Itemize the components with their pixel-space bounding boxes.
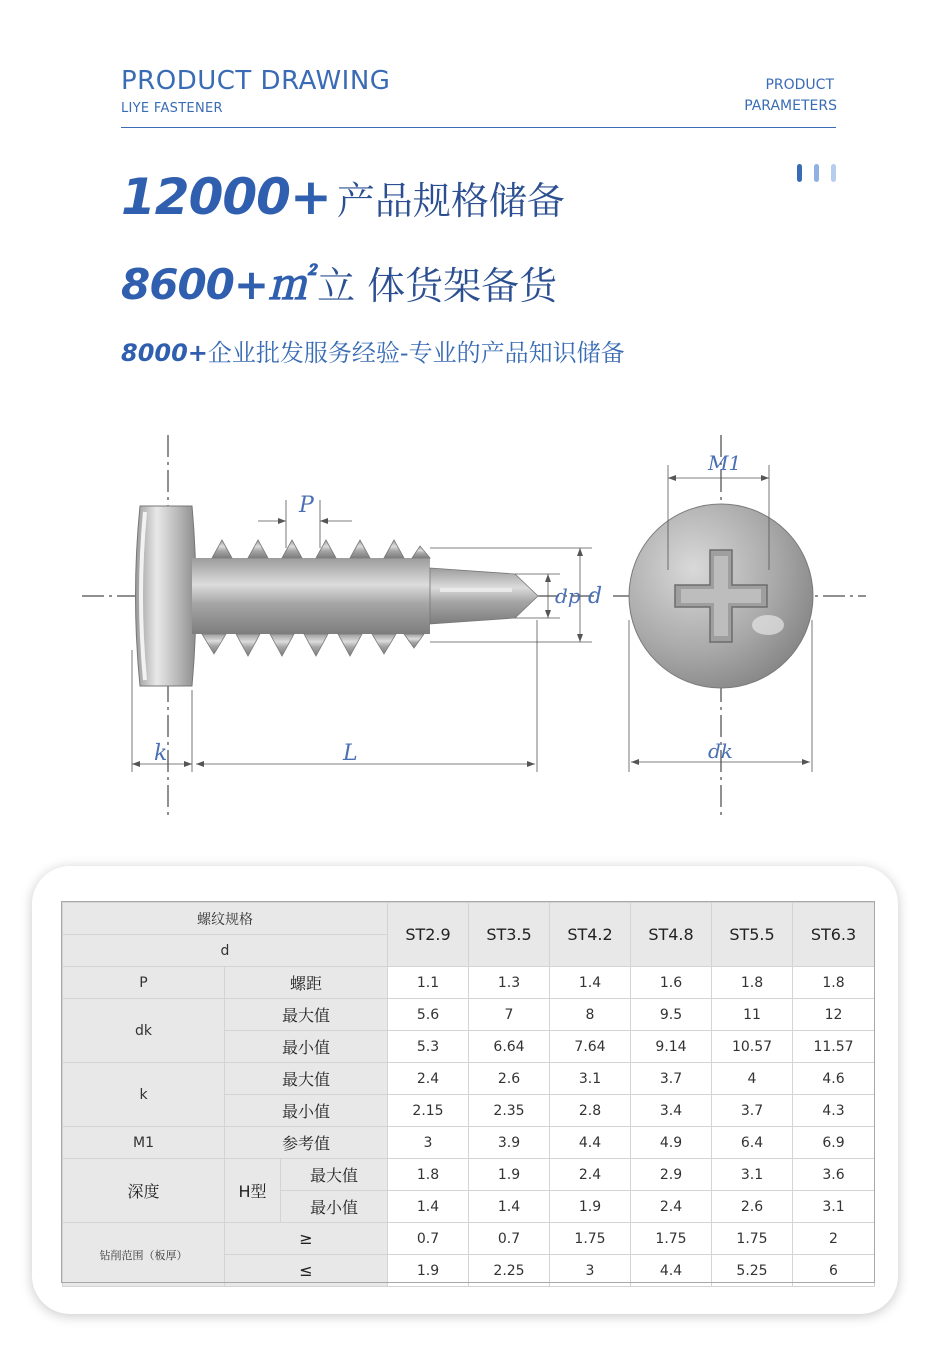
cell: 1.4 — [469, 1191, 550, 1223]
hero-stat-service — [121, 333, 625, 368]
col-size: ST6.3 — [793, 903, 875, 967]
dim-label-dp: dp — [555, 584, 581, 608]
cell: 2.25 — [469, 1255, 550, 1287]
col-size: ST2.9 — [388, 903, 469, 967]
row-sub-min: 最小值 — [225, 1031, 388, 1063]
cell: 4 — [712, 1063, 793, 1095]
hero-stat-warehouse-number: 8600+㎡ — [121, 260, 310, 309]
cell: 3 — [388, 1127, 469, 1159]
cell: 1.75 — [550, 1223, 631, 1255]
row-label-dk: dk — [63, 999, 225, 1063]
dim-label-k: k — [154, 741, 168, 766]
header-divider — [121, 127, 836, 128]
section-label-line1: PRODUCT — [765, 77, 834, 93]
cell: 2.35 — [469, 1095, 550, 1127]
cell: 1.9 — [469, 1159, 550, 1191]
cell: 5.3 — [388, 1031, 469, 1063]
cell: 1.3 — [469, 967, 550, 999]
dim-label-dk: dk — [708, 739, 733, 763]
cell: 6.64 — [469, 1031, 550, 1063]
cell: 3.1 — [793, 1191, 875, 1223]
screw-technical-drawing — [0, 420, 930, 830]
section-label-line2: PARAMETERS — [744, 98, 837, 114]
row-sub-max: 最大值 — [225, 999, 388, 1031]
cell: 2.4 — [631, 1191, 712, 1223]
row-sub-max: 最大值 — [225, 1063, 388, 1095]
cell: 2.4 — [550, 1159, 631, 1191]
dim-label-d: d — [588, 584, 603, 609]
cell: 2.9 — [631, 1159, 712, 1191]
cell: 6 — [793, 1255, 875, 1287]
cell: 4.9 — [631, 1127, 712, 1159]
cell: 6.9 — [793, 1127, 875, 1159]
row-sub-ge: ≥ — [225, 1223, 388, 1255]
cell: 3.1 — [550, 1063, 631, 1095]
cell: 7 — [469, 999, 550, 1031]
section-title: PRODUCT DRAWING — [121, 66, 391, 96]
cell: 2.4 — [388, 1063, 469, 1095]
section-subtitle: LIYE FASTENER — [121, 101, 223, 116]
table-row — [63, 967, 875, 999]
cell: 3.1 — [712, 1159, 793, 1191]
accent-bar-1 — [797, 164, 802, 182]
cell: 9.5 — [631, 999, 712, 1031]
table-row — [63, 1127, 875, 1159]
cell: 4.6 — [793, 1063, 875, 1095]
col-size: ST5.5 — [712, 903, 793, 967]
row-sub-max: 最大值 — [281, 1159, 388, 1191]
cell: 4.3 — [793, 1095, 875, 1127]
table-row — [63, 1159, 875, 1191]
cell: 12 — [793, 999, 875, 1031]
cell: 1.6 — [631, 967, 712, 999]
cell: 0.7 — [388, 1223, 469, 1255]
table-row — [63, 1223, 875, 1255]
cell: 1.8 — [388, 1159, 469, 1191]
cell: 1.4 — [550, 967, 631, 999]
cell: 1.75 — [631, 1223, 712, 1255]
cell: 1.1 — [388, 967, 469, 999]
row-label-depth: 深度 — [63, 1159, 225, 1223]
hero-stat-warehouse-text: 立 体货架备货 — [317, 264, 558, 308]
row-sub-le: ≤ — [225, 1255, 388, 1287]
cell: 3.7 — [631, 1063, 712, 1095]
cell: 3.7 — [712, 1095, 793, 1127]
cell: 1.4 — [388, 1191, 469, 1223]
row-sub-min: 最小值 — [281, 1191, 388, 1223]
cell: 11.57 — [793, 1031, 875, 1063]
row-label-k: k — [63, 1063, 225, 1127]
cell: 2.6 — [712, 1191, 793, 1223]
cell: 11 — [712, 999, 793, 1031]
hero-stat-specs — [121, 168, 565, 226]
accent-bar-2 — [814, 164, 819, 182]
cell: 0.7 — [469, 1223, 550, 1255]
spec-table — [62, 902, 875, 1287]
hero-stat-service-text: 企业批发服务经验-专业的产品知识储备 — [207, 339, 625, 367]
dim-label-m1: M1 — [708, 451, 742, 475]
cell: 1.8 — [793, 967, 875, 999]
row-sub-reference: 参考值 — [225, 1127, 388, 1159]
row-label-m1: M1 — [63, 1127, 225, 1159]
row-label-h-type: H型 — [225, 1159, 281, 1223]
header-thread-spec: 螺纹规格 — [63, 903, 388, 935]
cell: 2 — [793, 1223, 875, 1255]
accent-bar-3 — [831, 164, 836, 182]
header-d: d — [63, 935, 388, 967]
cell: 7.64 — [550, 1031, 631, 1063]
cell: 10.57 — [712, 1031, 793, 1063]
table-row — [63, 1063, 875, 1095]
cell: 4.4 — [550, 1127, 631, 1159]
cell: 2.6 — [469, 1063, 550, 1095]
hero-stat-service-number: 8000+ — [121, 339, 208, 367]
cell: 3.9 — [469, 1127, 550, 1159]
cell: 1.9 — [550, 1191, 631, 1223]
cell: 1.9 — [388, 1255, 469, 1287]
cell: 3.6 — [793, 1159, 875, 1191]
dim-label-l: L — [343, 741, 358, 766]
hero-stat-specs-number: 12000+ — [121, 168, 331, 226]
cell: 4.4 — [631, 1255, 712, 1287]
cell: 3.4 — [631, 1095, 712, 1127]
col-size: ST3.5 — [469, 903, 550, 967]
cell: 2.8 — [550, 1095, 631, 1127]
cell: 6.4 — [712, 1127, 793, 1159]
row-label-drill-range: 钻削范围（板厚） — [63, 1223, 225, 1287]
screw-side-view — [136, 506, 539, 686]
cell: 5.25 — [712, 1255, 793, 1287]
cell: 1.75 — [712, 1223, 793, 1255]
col-size: ST4.2 — [550, 903, 631, 967]
cell: 8 — [550, 999, 631, 1031]
hero-stat-specs-text: 产品规格储备 — [336, 179, 565, 223]
screw-top-view — [629, 504, 813, 688]
cell: 9.14 — [631, 1031, 712, 1063]
col-size: ST4.8 — [631, 903, 712, 967]
cell: 2.15 — [388, 1095, 469, 1127]
table-row — [63, 999, 875, 1031]
cell: 1.8 — [712, 967, 793, 999]
cell: 5.6 — [388, 999, 469, 1031]
cell: 3 — [550, 1255, 631, 1287]
row-sub-min: 最小值 — [225, 1095, 388, 1127]
row-label-p: P — [63, 967, 225, 999]
dim-label-p: P — [299, 493, 314, 518]
hero-stat-warehouse — [121, 252, 557, 312]
row-sub-pitch: 螺距 — [225, 967, 388, 999]
